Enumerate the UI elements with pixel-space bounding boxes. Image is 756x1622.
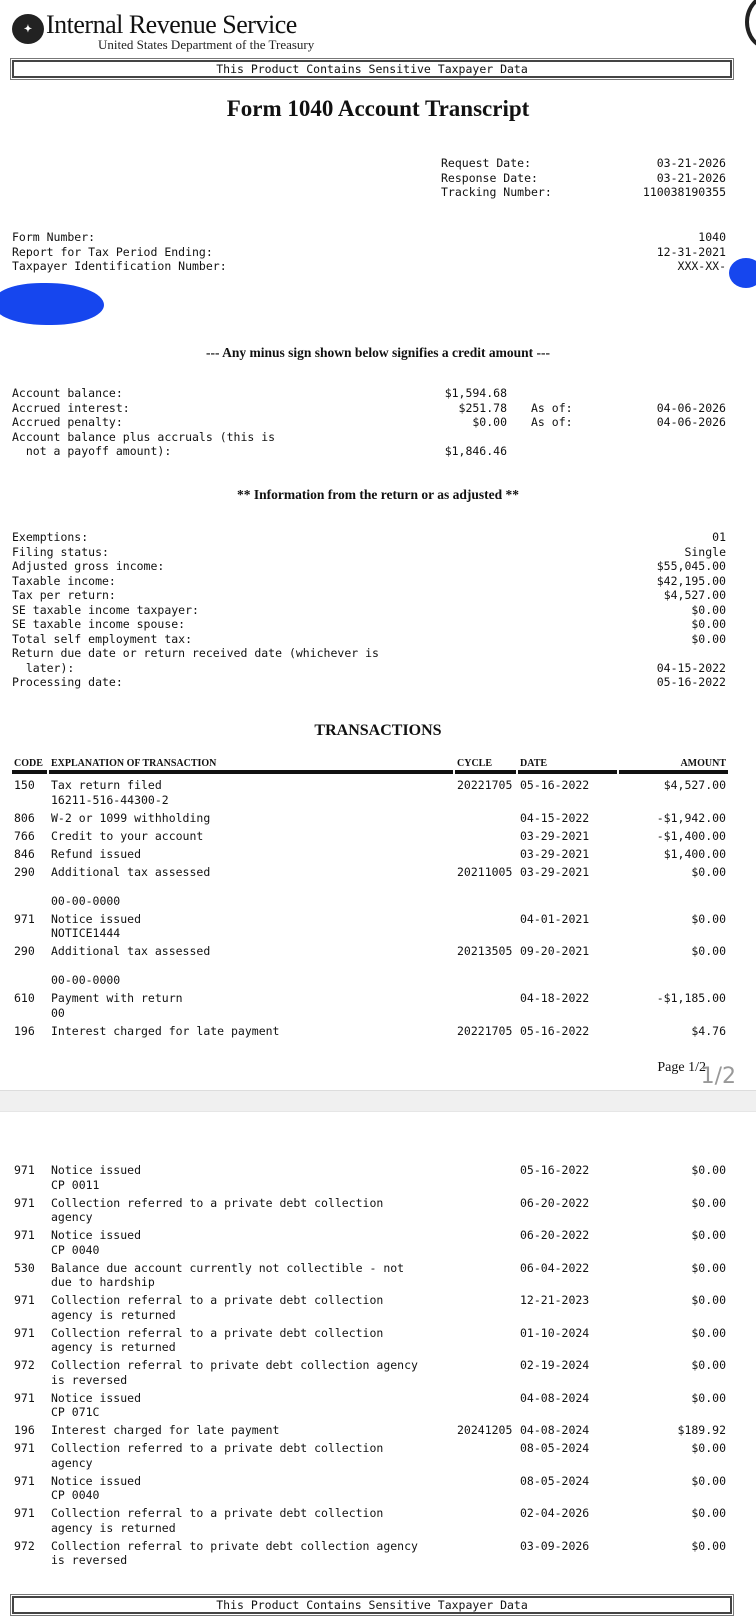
transaction-date: 05-16-2022 (520, 1023, 590, 1038)
info-label: Response Date: (441, 170, 538, 185)
info-label: SE taxable income spouse: (12, 617, 186, 631)
info-row (12, 245, 726, 260)
transaction-amount: $0.00 (691, 944, 726, 958)
transaction-code: 290 (14, 944, 35, 958)
transaction-amount: -$1,942.00 (656, 810, 726, 825)
transaction-date: 06-20-2022 (520, 1228, 590, 1242)
account-label: Accrued interest: (12, 400, 130, 415)
transaction-date: 12-21-2023 (520, 1293, 590, 1307)
transaction-date: 06-04-2022 (520, 1260, 590, 1275)
table-row (12, 1474, 728, 1507)
transaction-explanation: Additional tax assessed 00-00-0000 (51, 864, 211, 908)
info-label: Report for Tax Period Ending: (12, 244, 213, 259)
as-of-label: As of: (531, 400, 573, 415)
table-row (12, 1441, 728, 1474)
account-label: Account balance: (12, 386, 123, 400)
transaction-code: 971 (14, 1390, 35, 1405)
transaction-amount: -$1,400.00 (656, 828, 726, 843)
form-info (12, 230, 726, 274)
sensitive-data-banner-bottom: This Product Contains Sensitive Taxpayer Data (12, 1596, 732, 1614)
transaction-date: 09-20-2021 (520, 944, 590, 958)
transaction-explanation: Notice issued CP 0011 (51, 1163, 142, 1192)
transaction-date: 03-09-2026 (520, 1538, 590, 1553)
info-value: $0.00 (691, 602, 726, 617)
info-label: Return due date or return received date (whichever is later): (12, 646, 379, 675)
transaction-explanation: Tax return filed 16211-516-44300-2 (51, 778, 169, 807)
account-label: Accrued penalty: (12, 415, 123, 429)
page-number: Page 1/2 (657, 1060, 706, 1075)
transaction-code: 972 (14, 1538, 35, 1553)
table-row (12, 829, 728, 847)
table-row (12, 1326, 728, 1359)
transaction-explanation: Balance due account currently not collectible - not due to hardship (51, 1260, 405, 1289)
info-label: Filing status: (12, 544, 109, 559)
info-row (12, 530, 726, 545)
transactions-page2 (12, 1163, 728, 1571)
info-row (12, 574, 726, 589)
header-rule (455, 770, 516, 774)
transaction-code: 196 (14, 1423, 35, 1437)
col-explanation: EXPLANATION OF TRANSACTION (51, 758, 217, 769)
as-of-label: As of: (531, 415, 573, 429)
info-row (12, 675, 726, 690)
transaction-code: 971 (14, 911, 35, 926)
transaction-date: 02-04-2026 (520, 1506, 590, 1520)
transaction-date: 01-10-2024 (520, 1325, 590, 1340)
transaction-amount: $0.00 (691, 911, 726, 926)
transaction-date: 04-18-2022 (520, 991, 590, 1005)
info-row (12, 646, 726, 675)
transaction-amount: $4,527.00 (663, 778, 726, 792)
table-row (12, 865, 728, 912)
table-row (12, 1024, 728, 1042)
transaction-code: 971 (14, 1506, 35, 1520)
info-label: Total self employment tax: (12, 631, 193, 646)
header-rule (49, 770, 453, 774)
transaction-explanation: Payment with return 00 (51, 991, 183, 1020)
account-row (12, 415, 726, 430)
info-row (12, 632, 726, 647)
transaction-amount: $0.00 (691, 1390, 726, 1405)
viewer-edge-control (745, 0, 756, 50)
transaction-explanation: Collection referral to a private debt collection agency is returned (51, 1293, 384, 1322)
transaction-explanation: Notice issued CP 0040 (51, 1473, 142, 1502)
transaction-amount: $0.00 (691, 1325, 726, 1340)
transaction-amount: $0.00 (691, 1358, 726, 1372)
info-value: $0.00 (691, 631, 726, 646)
table-row (12, 778, 728, 811)
transaction-code: 971 (14, 1441, 35, 1455)
account-amount: $251.78 (458, 400, 507, 415)
table-row (12, 1423, 728, 1441)
transaction-explanation: Refund issued (51, 846, 142, 861)
transaction-date: 02-19-2024 (520, 1358, 590, 1372)
account-balance-section (12, 386, 726, 459)
page-title: Form 1040 Account Transcript (226, 96, 530, 121)
info-label: Adjusted gross income: (12, 559, 165, 573)
transaction-amount: -$1,185.00 (656, 991, 726, 1005)
transaction-amount: $0.00 (691, 1506, 726, 1520)
account-label: Account balance plus accruals (this is not a payoff amount): (12, 429, 276, 458)
info-label: Tracking Number: (441, 185, 552, 199)
info-value: 1040 (698, 230, 726, 244)
info-label: Form Number: (12, 230, 96, 244)
sensitive-data-banner: This Product Contains Sensitive Taxpayer Data (12, 60, 732, 78)
transaction-explanation: Interest charged for late payment (51, 1423, 280, 1437)
transaction-explanation: Collection referral to a private debt collection agency is returned (51, 1325, 384, 1354)
transaction-date: 04-01-2021 (520, 911, 590, 926)
transaction-code: 766 (14, 828, 35, 843)
col-cycle: CYCLE (457, 758, 493, 769)
transaction-explanation: Collection referral to private debt collection agency is reversed (51, 1358, 418, 1387)
info-label: Exemptions: (12, 530, 89, 544)
return-info-heading: ** Information from the return or as adjusted ** (237, 487, 519, 502)
transaction-explanation: Notice issued CP 071C (51, 1390, 142, 1419)
transaction-date: 04-15-2022 (520, 810, 590, 825)
transaction-explanation: Collection referral to private debt collection agency is reversed (51, 1538, 418, 1567)
account-amount: $1,846.46 (444, 444, 507, 458)
transaction-amount: $189.92 (677, 1423, 726, 1437)
info-label: Request Date: (441, 156, 532, 170)
transaction-code: 150 (14, 778, 35, 792)
transaction-explanation: Additional tax assessed 00-00-0000 (51, 944, 211, 987)
info-value: Single (684, 544, 726, 559)
header-rule (619, 770, 728, 774)
transaction-cycle: 20221705 (457, 1023, 513, 1038)
account-amount: $0.00 (472, 415, 507, 429)
transaction-date: 05-16-2022 (520, 1163, 590, 1177)
info-label: SE taxable income taxpayer: (12, 602, 199, 617)
return-info-section (12, 530, 726, 690)
table-row (12, 847, 728, 865)
info-value: $4,527.00 (663, 588, 726, 602)
transaction-cycle: 20213505 (457, 944, 513, 958)
transaction-date: 08-05-2024 (520, 1441, 590, 1455)
table-row (12, 1293, 728, 1326)
info-row (441, 185, 726, 200)
info-value: XXX-XX- (677, 259, 726, 273)
account-row (12, 386, 726, 401)
transaction-code: 806 (14, 810, 35, 825)
credit-note: --- Any minus sign shown below signifies a credit amount --- (205, 345, 551, 360)
irs-logo (12, 12, 314, 51)
transaction-code: 972 (14, 1358, 35, 1372)
transaction-date: 03-29-2021 (520, 828, 590, 843)
table-row (12, 944, 728, 991)
transaction-code: 290 (14, 864, 35, 879)
transaction-code: 846 (14, 846, 35, 861)
info-row (12, 617, 726, 632)
request-info (441, 156, 726, 200)
info-value: $0.00 (691, 617, 726, 631)
transaction-code: 971 (14, 1473, 35, 1488)
transaction-code: 610 (14, 991, 35, 1005)
info-label: Tax per return: (12, 588, 116, 602)
transaction-amount: $0.00 (691, 864, 726, 879)
table-row (12, 811, 728, 829)
transaction-amount: $0.00 (691, 1195, 726, 1210)
transaction-cycle: 20211005 (457, 864, 513, 879)
transaction-code: 196 (14, 1023, 35, 1038)
account-row (12, 401, 726, 416)
table-row (12, 1539, 728, 1572)
info-value: 03-21-2026 (656, 170, 726, 185)
info-row (12, 559, 726, 574)
transaction-explanation: Notice issued NOTICE1444 (51, 911, 142, 940)
info-row (12, 259, 726, 274)
transaction-code: 971 (14, 1325, 35, 1340)
info-value: 05-16-2022 (656, 675, 726, 689)
col-amount: AMOUNT (680, 758, 726, 769)
info-row (441, 156, 726, 171)
table-row (12, 1196, 728, 1229)
transaction-code: 971 (14, 1163, 35, 1177)
transactions-page1 (12, 778, 728, 1042)
transaction-date: 06-20-2022 (520, 1195, 590, 1210)
table-row (12, 1163, 728, 1196)
info-row (441, 171, 726, 186)
info-value: 03-21-2026 (656, 156, 726, 170)
transaction-amount: $0.00 (691, 1228, 726, 1242)
transaction-amount: $0.00 (691, 1260, 726, 1275)
transaction-code: 971 (14, 1195, 35, 1210)
redaction-mark (729, 258, 756, 288)
table-row (12, 991, 728, 1024)
info-value: 01 (712, 530, 726, 544)
col-code: CODE (14, 758, 43, 769)
transaction-date: 08-05-2024 (520, 1473, 590, 1488)
table-row (12, 1261, 728, 1294)
transaction-date: 05-16-2022 (520, 778, 590, 792)
transaction-amount: $0.00 (691, 1441, 726, 1455)
info-row (12, 588, 726, 603)
transaction-explanation: Interest charged for late payment (51, 1023, 280, 1038)
agency-subtitle: United States Department of the Treasury (98, 37, 315, 52)
transaction-amount: $0.00 (691, 1538, 726, 1553)
transaction-date: 03-29-2021 (520, 846, 590, 861)
info-value: 04-15-2022 (656, 660, 726, 675)
as-of-date: 04-06-2026 (656, 400, 726, 415)
info-value: 12-31-2021 (656, 244, 726, 259)
transaction-explanation: Notice issued CP 0040 (51, 1228, 142, 1257)
info-row (12, 603, 726, 618)
transaction-explanation: Collection referred to a private debt collection agency (51, 1441, 384, 1470)
viewer-page-indicator: 1/2 (700, 1064, 736, 1089)
transaction-date: 04-08-2024 (520, 1423, 590, 1437)
col-date: DATE (520, 758, 548, 769)
header-rule (518, 770, 617, 774)
info-value: 110038190355 (642, 185, 726, 199)
table-row (12, 1358, 728, 1391)
page-separator (0, 1090, 756, 1112)
transaction-date: 03-29-2021 (520, 864, 590, 879)
transaction-amount: $0.00 (691, 1293, 726, 1307)
transaction-explanation: Collection referred to a private debt collection agency (51, 1195, 384, 1224)
account-amount: $1,594.68 (444, 386, 507, 400)
info-label: Taxable income: (12, 573, 116, 588)
transaction-date: 04-08-2024 (520, 1390, 590, 1405)
transaction-explanation: Credit to your account (51, 828, 204, 843)
transactions-table-header (12, 756, 728, 776)
info-label: Processing date: (12, 675, 123, 689)
transaction-cycle: 20221705 (457, 778, 513, 792)
info-value: $42,195.00 (656, 573, 726, 588)
transaction-code: 971 (14, 1228, 35, 1242)
table-row (12, 912, 728, 945)
transaction-amount: $0.00 (691, 1473, 726, 1488)
table-row (12, 1391, 728, 1424)
transaction-amount: $4.76 (691, 1023, 726, 1038)
as-of-date: 04-06-2026 (656, 415, 726, 429)
info-label: Taxpayer Identification Number: (12, 259, 227, 273)
agency-name: Internal Revenue Service (46, 10, 297, 39)
transaction-explanation: Collection referral to a private debt collection agency is returned (51, 1506, 384, 1535)
transaction-code: 971 (14, 1293, 35, 1307)
transaction-amount: $0.00 (691, 1163, 726, 1177)
table-row (12, 1506, 728, 1539)
info-value: $55,045.00 (656, 559, 726, 573)
info-row (12, 545, 726, 560)
info-row (12, 230, 726, 245)
transaction-code: 530 (14, 1260, 35, 1275)
account-row (12, 430, 726, 459)
transaction-explanation: W-2 or 1099 withholding (51, 810, 211, 825)
header-rule (12, 770, 47, 774)
redaction-mark (0, 283, 104, 325)
table-row (12, 1228, 728, 1261)
transactions-heading: TRANSACTIONS (314, 722, 442, 739)
transaction-cycle: 20241205 (457, 1423, 513, 1437)
transaction-amount: $1,400.00 (663, 846, 726, 861)
irs-eagle-seal-icon: ✦ (12, 14, 44, 44)
